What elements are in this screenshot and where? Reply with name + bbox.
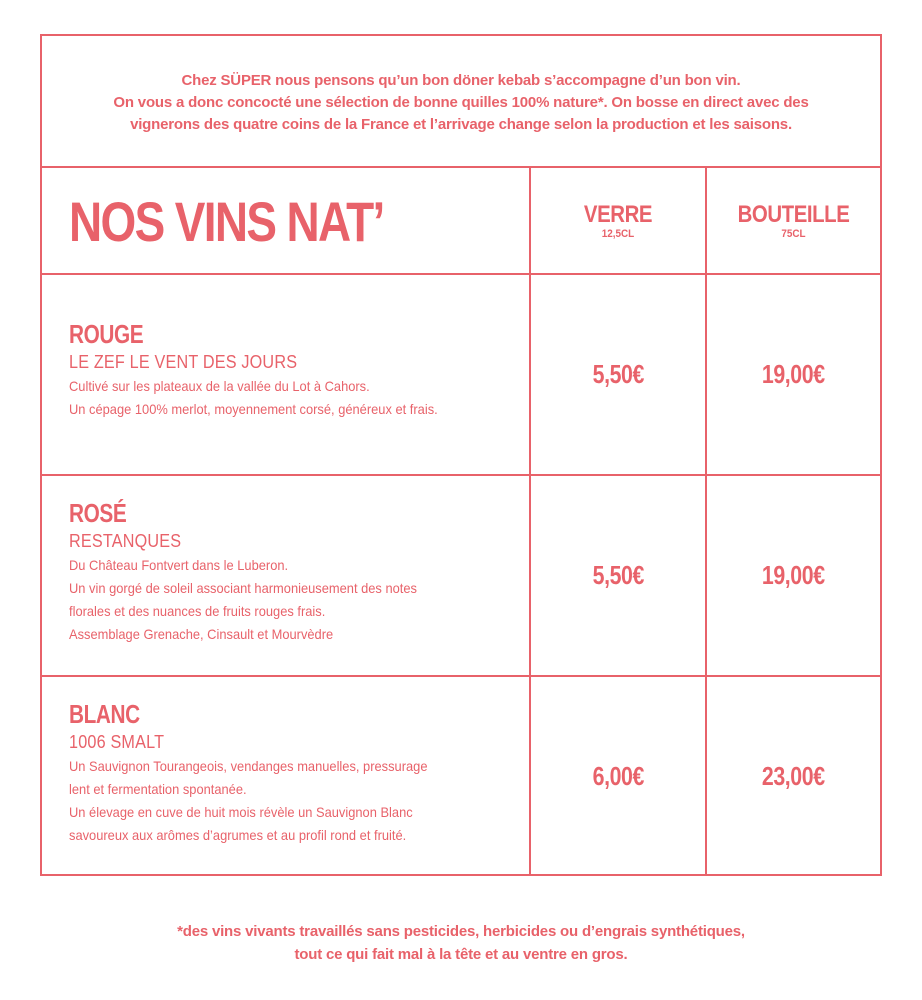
description-line: Un élevage en cuve de huit mois révèle un Sauvignon Blanc [69, 804, 413, 820]
description-line: Un Sauvignon Tourangeois, vendanges manuelles, pressurage [69, 758, 428, 774]
description-line: lent et fermentation spontanée. [69, 781, 247, 797]
price-verre [531, 677, 705, 876]
description-line: Un vin gorgé de soleil associant harmonieusement des notes [69, 580, 417, 596]
wine-info [69, 319, 470, 421]
price-value: 6,00€ [592, 761, 644, 791]
intro-text [42, 36, 880, 168]
price-value: 19,00€ [762, 359, 825, 389]
wine-name: 1006 SMALT [69, 732, 165, 752]
description-line: savoureux aux arômes d’agrumes et au profil rond et fruité. [69, 827, 407, 843]
menu-title: NOS VINS NAT’ [69, 190, 384, 253]
wine-info [69, 699, 459, 847]
price-bouteille [707, 476, 880, 675]
description-line: florales et des nuances de fruits rouges frais. [69, 603, 326, 619]
wine-menu-table [40, 34, 882, 876]
price-bouteille [707, 677, 880, 876]
wine-info [69, 498, 447, 646]
wine-name: LE ZEF LE VENT DES JOURS [69, 352, 298, 372]
column-header-bouteille [707, 202, 880, 241]
price-value: 5,50€ [592, 359, 644, 389]
price-bouteille [707, 275, 880, 474]
price-value: 19,00€ [762, 560, 825, 590]
intro-line: vignerons des quatre coins de la France et l’arrivage change selon la production et les saisons. [130, 116, 792, 133]
price-verre [531, 275, 705, 474]
column-header-verre [531, 202, 705, 241]
wine-row-blanc [42, 677, 880, 876]
column-unit: 12,5CL [601, 228, 635, 240]
wine-row-rouge [42, 275, 880, 476]
column-unit: 75CL [781, 228, 806, 240]
description-line: Assemblage Grenache, Cinsault et Mourvèdre [69, 626, 334, 642]
column-label: VERRE [583, 201, 653, 228]
footnote [0, 920, 922, 966]
footnote-line: *des vins vivants travaillés sans pesticides, herbicides ou d’engrais synthétiques, [177, 923, 745, 940]
description-line: Un cépage 100% merlot, moyennement corsé, généreux et frais. [69, 401, 438, 417]
intro-line: On vous a donc concocté une sélection de bonne quilles 100% nature*. On bosse en direct avec des [113, 94, 809, 111]
price-verre [531, 476, 705, 675]
description-line: Cultivé sur les plateaux de la vallée du Lot à Cahors. [69, 378, 370, 394]
table-header-row [42, 168, 880, 275]
wine-description [69, 755, 459, 847]
wine-description [69, 375, 470, 421]
description-line: Du Château Fontvert dans le Luberon. [69, 557, 289, 573]
wine-name: RESTANQUES [69, 531, 182, 551]
wine-row-rose [42, 476, 880, 677]
wine-category: ROUGE [69, 319, 144, 349]
wine-category: ROSÉ [69, 498, 127, 528]
wine-category: BLANC [69, 699, 140, 729]
column-label: BOUTEILLE [737, 201, 850, 228]
footnote-line: tout ce qui fait mal à la tête et au ventre en gros. [294, 946, 628, 963]
wine-description [69, 554, 447, 646]
intro-line: Chez SÜPER nous pensons qu’un bon döner kebab s’accompagne d’un bon vin. [181, 72, 741, 89]
price-value: 5,50€ [592, 560, 644, 590]
price-value: 23,00€ [762, 761, 825, 791]
